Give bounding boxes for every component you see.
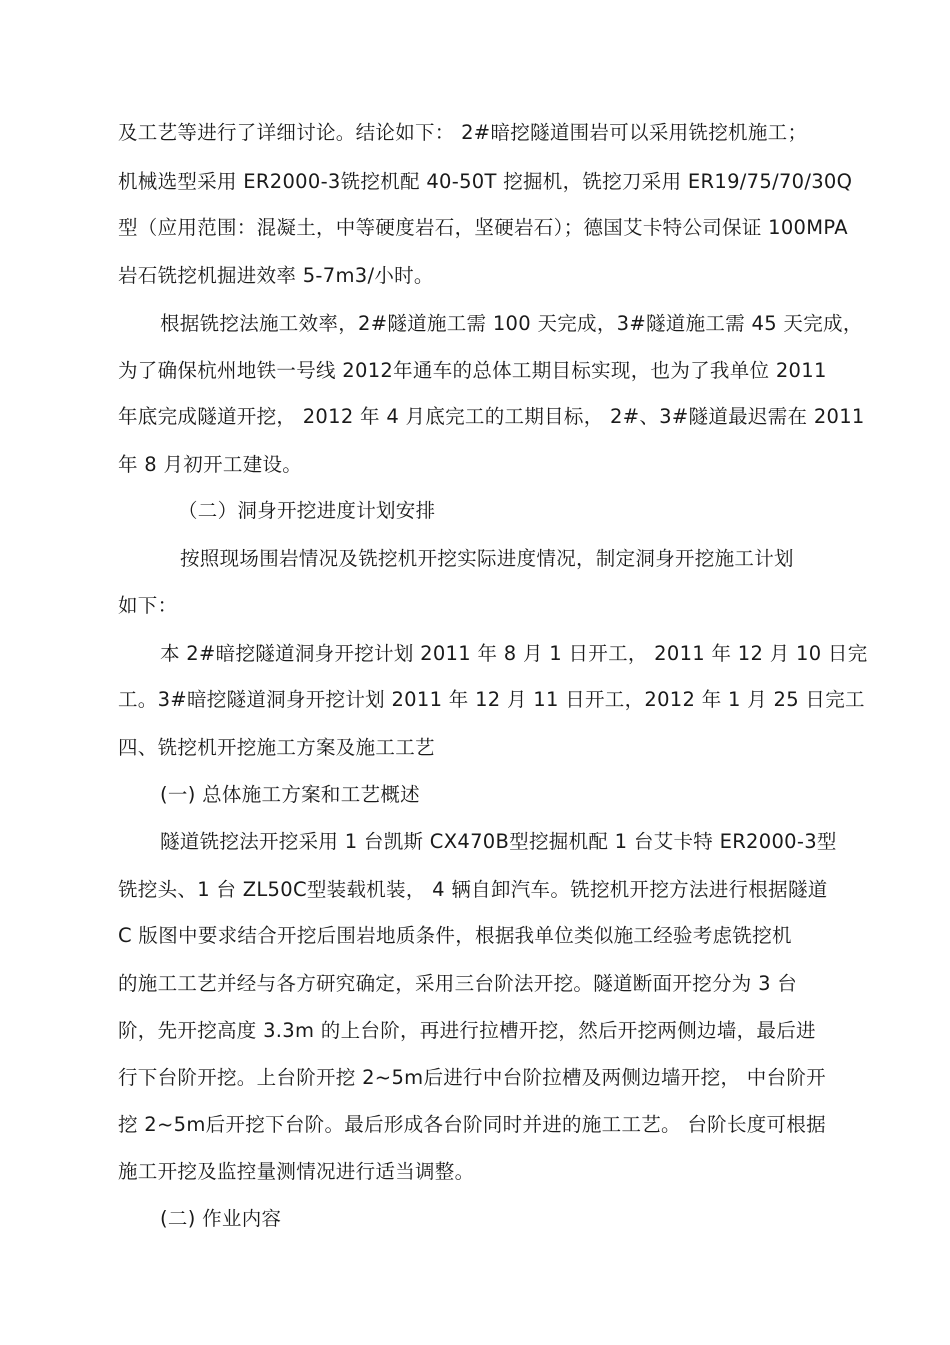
text-line: 岩石铣挖机掘进效率 5-7m3/小时。 [118,264,434,287]
section-heading: (一) 总体施工方案和工艺概述 [160,783,420,806]
text-line: 行下台阶开挖。上台阶开挖 2~5m后进行中台阶拉槽及两侧边墙开挖， 中台阶开 [118,1066,826,1089]
section-heading: (二) 作业内容 [160,1207,282,1230]
text-line: 机械选型采用 ER2000-3铣挖机配 40-50T 挖掘机，铣挖刀采用 ER19/75/70/30Q [118,170,853,193]
text-line: 本 2#暗挖隧道洞身开挖计划 2011 年 8 月 1 日开工， 2011 年 12 月 10 日完 [160,642,868,665]
text-line: 年底完成隧道开挖， 2012 年 4 月底完工的工期目标， 2#、3#隧道最迟需在 2011 [118,405,865,428]
text-line: 的施工工艺并经与各方研究确定，采用三台阶法开挖。隧道断面开挖分为 3 台 [118,972,798,995]
text-line: 施工开挖及监控量测情况进行适当调整。 [118,1160,475,1183]
text-line: 年 8 月初开工建设。 [118,453,303,476]
text-line: 阶，先开挖高度 3.3m 的上台阶，再进行拉槽开挖，然后开挖两侧边墙，最后进 [118,1019,816,1042]
text-line: 及工艺等进行了详细讨论。结论如下： 2#暗挖隧道围岩可以采用铣挖机施工； [118,121,808,144]
text-line: 工。3#暗挖隧道洞身开挖计划 2011 年 12 月 11 日开工，2012 年 1 月 25 日完工 [118,688,865,711]
text-line: 挖 2~5m后开挖下台阶。最后形成各台阶同时并进的施工工艺。 台阶长度可根据 [118,1113,826,1136]
text-line: 根据铣挖法施工效率，2#隧道施工需 100 天完成，3#隧道施工需 45 天完成， [160,312,863,335]
text-line: 按照现场围岩情况及铣挖机开挖实际进度情况，制定洞身开挖施工计划 [180,547,794,570]
section-heading: 四、铣挖机开挖施工方案及施工工艺 [118,736,435,759]
text-line: 铣挖头、1 台 ZL50C型装载机装， 4 辆自卸汽车。铣挖机开挖方法进行根据隧道 [118,878,828,901]
text-line: 如下： [118,594,178,617]
text-line: 为了确保杭州地铁一号线 2012年通车的总体工期目标实现，也为了我单位 2011 [118,359,827,382]
section-heading: （二）洞身开挖进度计划安排 [178,499,436,522]
text-line: 隧道铣挖法开挖采用 1 台凯斯 CX470B型挖掘机配 1 台艾卡特 ER2000-3型 [160,830,837,853]
text-line: C 版图中要求结合开挖后围岩地质条件，根据我单位类似施工经验考虑铣挖机 [118,924,792,947]
text-line: 型（应用范围：混凝土，中等硬度岩石，坚硬岩石）；德国艾卡特公司保证 100MPA [118,216,848,239]
